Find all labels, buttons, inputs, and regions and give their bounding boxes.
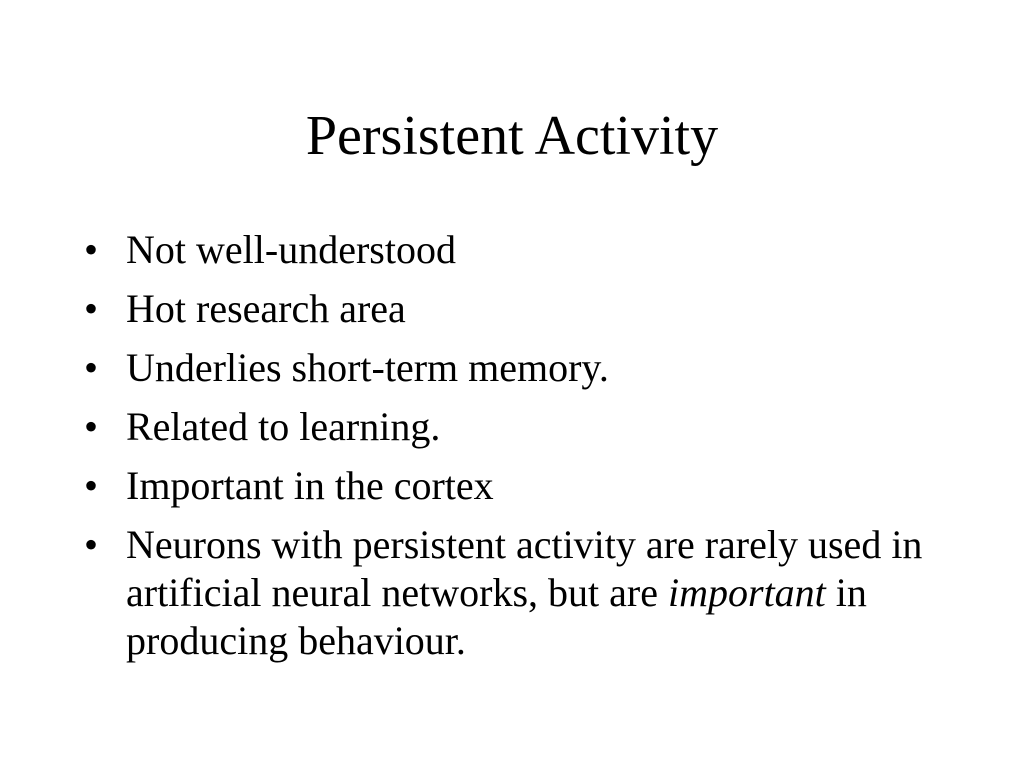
bullet-marker: • (84, 404, 99, 449)
bullet-text: Neurons with persistent activity are rarely used in artificial neural networks, but are (126, 522, 923, 615)
slide-title: Persistent Activity (305, 105, 719, 167)
bullet-text: Related to learning. (126, 404, 441, 449)
bullet-marker: • (84, 522, 99, 567)
bullet-marker: • (84, 227, 99, 272)
bullet-item (84, 226, 944, 274)
bullet-item (84, 403, 944, 451)
bullet-text: Important in the cortex (126, 463, 494, 508)
bullet-item (84, 521, 944, 665)
bullet-list (84, 226, 944, 676)
bullet-item (84, 462, 944, 510)
bullet-item (84, 285, 944, 333)
bullet-text: in producing behaviour. (126, 570, 867, 663)
emphasis-text: important (668, 570, 826, 615)
bullet-marker: • (84, 463, 99, 508)
bullet-item (84, 344, 944, 392)
bullet-text: Not well-understood (126, 227, 456, 272)
bullet-marker: • (84, 286, 99, 331)
bullet-marker: • (84, 345, 99, 390)
bullet-text: Underlies short-term memory. (126, 345, 609, 390)
bullet-text: Hot research area (126, 286, 406, 331)
